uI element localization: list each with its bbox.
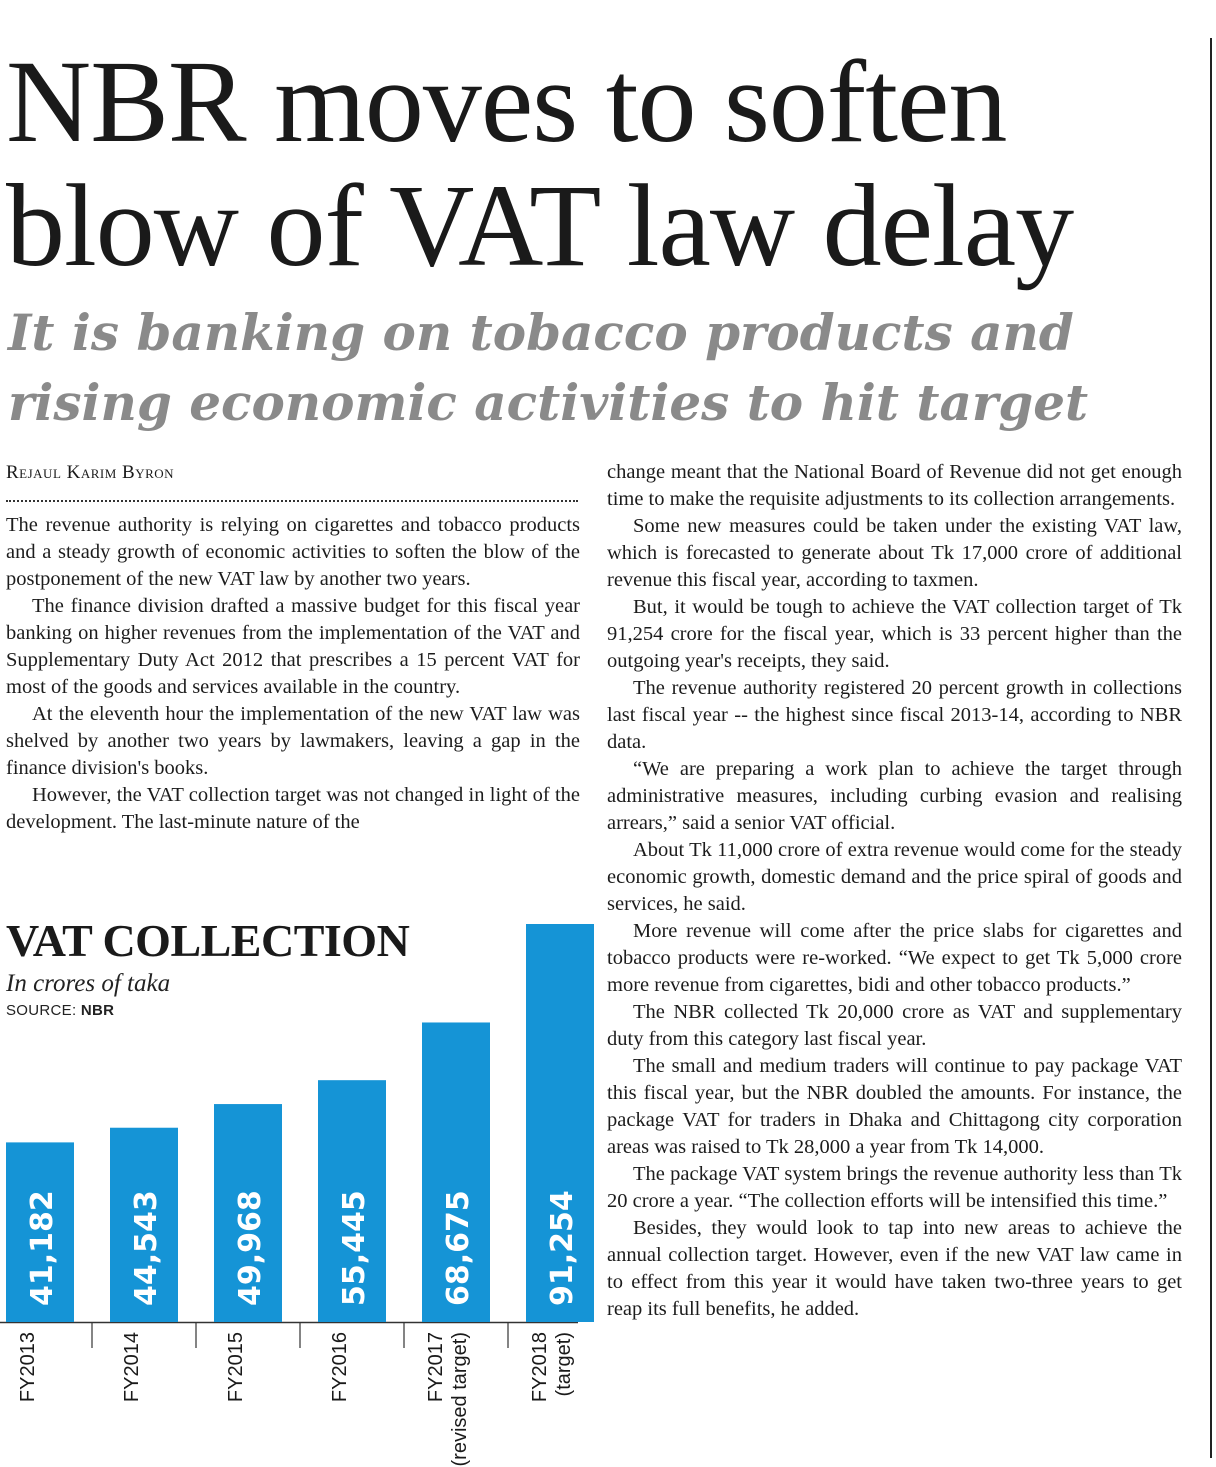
paragraph: The small and medium traders will continue to pay package VAT this fiscal year, but the NBR doubled the amounts. For instance, the package VAT for traders in Dhaka and Chittagong city corporation areas was raised to Tk 28,000 a year from Tk 14,000. (607, 1055, 1182, 1158)
paragraph: But, it would be tough to achieve the VAT collection target of Tk 91,254 crore for the fiscal year, which is 33 percent higher than the outgoing year's receipts, they said. (607, 596, 1182, 672)
category-label: FY2015 (225, 1332, 247, 1403)
headline (6, 36, 1196, 291)
headline-line-1: NBR moves to soften (6, 36, 1007, 167)
chart-subtitle: In crores of taka (6, 970, 171, 997)
vat-collection-chart (0, 900, 600, 1467)
category-label: (target) (553, 1332, 575, 1397)
subhead-line-2: rising economic activities to hit target (8, 373, 1089, 432)
paragraph: change meant that the National Board of Revenue did not get enough time to make the requisite adjustments to its collection arrangements. (607, 461, 1182, 510)
paragraph: The revenue authority registered 20 percent growth in collections last fiscal year -- the highest since fiscal 2013-14, according to NBR data. (607, 677, 1182, 753)
headline-line-2: blow of VAT law delay (6, 160, 1074, 291)
paragraph: The finance division drafted a massive budget for this fiscal year banking on higher revenues from the implementation of the VAT and Supplementary Duty Act 2012 that prescribes a 15 percent VAT for most of the goods and services available in the country. (6, 595, 580, 698)
paragraph: At the eleventh hour the implementation of the new VAT law was shelved by another two years by lawmakers, leaving a gap in the finance division's books. (6, 703, 580, 779)
paragraph: However, the VAT collection target was not changed in light of the development. The last-minute nature of the (6, 784, 580, 833)
byline: Rejaul Karim Byron (6, 462, 175, 483)
right-column (607, 459, 1182, 1323)
paragraph: The package VAT system brings the revenue authority less than Tk 20 crore a year. “The collection efforts will be intensified this time.” (607, 1163, 1182, 1212)
byline-divider (6, 500, 578, 502)
paragraph: The revenue authority is relying on cigarettes and tobacco products and a steady growth of economic activities to soften the blow of the postponement of the new VAT law by another two years. (6, 514, 580, 590)
bar-value-label: 44,543 (129, 1190, 164, 1306)
paragraph: The NBR collected Tk 20,000 crore as VAT and supplementary duty from this category last fiscal year. (607, 1001, 1182, 1050)
subhead-line-1: It is banking on tobacco products and (8, 303, 1074, 362)
category-label: FY2014 (121, 1332, 143, 1403)
category-label: (revised target) (449, 1332, 471, 1467)
bar-value-label: 41,182 (25, 1190, 60, 1306)
paragraph: More revenue will come after the price slabs for cigarettes and tobacco products were re-worked. “We expect to get Tk 5,000 crore more revenue from cigarettes, bidi and other tobacco products.” (607, 920, 1182, 996)
bar-value-label: 55,445 (337, 1190, 372, 1306)
paragraph: “We are preparing a work plan to achieve the target through administrative measures, including curbing evasion and realising arrears,” said a senior VAT official. (607, 758, 1182, 834)
subheadline (8, 298, 1198, 438)
category-label: FY2016 (329, 1332, 351, 1403)
paragraph: About Tk 11,000 crore of extra revenue would come for the steady economic growth, domestic demand and the price spiral of goods and services, he said. (607, 839, 1182, 915)
bar-value-label: 68,675 (441, 1190, 476, 1306)
bar-value-label: 49,968 (233, 1190, 268, 1306)
column-rule (1210, 38, 1212, 1458)
paragraph: Besides, they would look to tap into new areas to achieve the annual collection target. However, even if the new VAT law came in to effect from this year it would have taken two-three years to get reap its full benefits, he added. (607, 1217, 1182, 1320)
category-label: FY2013 (17, 1332, 39, 1403)
chart-title: VAT COLLECTION (6, 915, 410, 966)
chart-source-label: SOURCE: (6, 1002, 77, 1019)
category-label: FY2018 (529, 1332, 551, 1403)
paragraph: Some new measures could be taken under the existing VAT law, which is forecasted to generate about Tk 17,000 crore of additional revenue this fiscal year, according to taxmen. (607, 515, 1182, 591)
chart-source-value: NBR (80, 1002, 115, 1019)
bar-value-label: 91,254 (545, 1190, 580, 1306)
left-column (6, 512, 580, 836)
category-label: FY2017 (425, 1332, 447, 1403)
